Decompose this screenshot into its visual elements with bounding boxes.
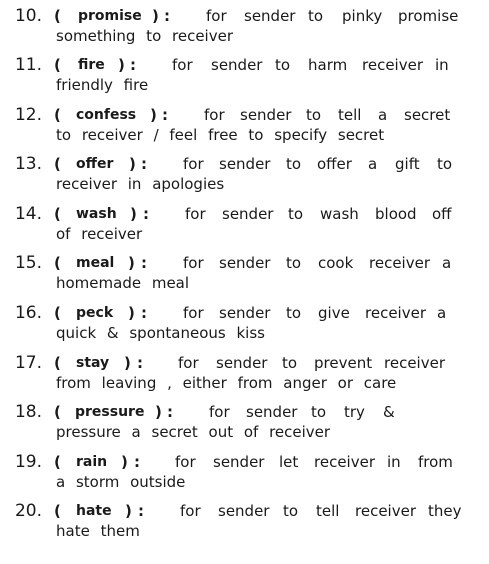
colon: : bbox=[164, 7, 170, 25]
item-number: 16. bbox=[14, 303, 42, 323]
item-keyword: pressure bbox=[75, 404, 145, 420]
open-paren: ( bbox=[54, 155, 61, 173]
close-paren: ) bbox=[155, 403, 162, 421]
item-keyword: confess bbox=[76, 107, 137, 123]
open-paren: ( bbox=[54, 354, 61, 372]
item-number: 17. bbox=[14, 353, 42, 373]
colon: : bbox=[141, 304, 147, 322]
colon: : bbox=[138, 502, 144, 520]
open-paren: ( bbox=[54, 56, 61, 74]
item-number: 19. bbox=[14, 452, 42, 472]
colon: : bbox=[141, 155, 147, 173]
colon: : bbox=[141, 254, 147, 272]
item-number: 11. bbox=[14, 55, 42, 75]
open-paren: ( bbox=[54, 304, 61, 322]
open-paren: ( bbox=[54, 205, 61, 223]
item-description-line2: a storm outside bbox=[56, 473, 186, 491]
item-number: 12. bbox=[14, 105, 42, 125]
colon: : bbox=[162, 106, 168, 124]
close-paren: ) bbox=[128, 304, 135, 322]
open-paren: ( bbox=[54, 453, 61, 471]
item-keyword: offer bbox=[76, 156, 114, 172]
item-description-line2: quick & spontaneous kiss bbox=[56, 324, 265, 342]
close-paren: ) bbox=[118, 56, 125, 74]
item-description-line2: pressure a secret out of receiver bbox=[56, 423, 331, 441]
item-description-line2: friendly fire bbox=[56, 76, 149, 94]
close-paren: ) bbox=[152, 7, 159, 25]
item-keyword: rain bbox=[76, 454, 108, 470]
colon: : bbox=[143, 205, 149, 223]
item-number: 13. bbox=[14, 154, 42, 174]
item-number: 10. bbox=[14, 6, 42, 26]
colon: : bbox=[130, 56, 136, 74]
document-page: 10. ( promise ) : for sender to pinky promise something to receiver 11. ( fire ) : for sender to harm receiver in friendly fire 12. ( confess ) : for sender to tell a secret to receiver / feel free to specify secret 13. ( offer ) : for sender to offer a gift to receiver in apologies 14. ( wash ) : for sender to wash blood off of receiver 15. ( meal ) : for sender to cook receiver a homemade meal 16. ( peck ) : for sender to give receiver a quick & spontaneous kiss 17. ( stay ) : for sender to prevent receiver from leaving , either from anger or care 18. ( pressure ) : for sender to try & pressure a secret out of receiver 19. ( rain ) : for sender let receiver in from a storm outside 20. ( hate ) : for sender to tell receiver they hate them bbox=[14, 6, 462, 540]
item-description-line2: something to receiver bbox=[56, 27, 233, 45]
item-description-line2: to receiver / feel free to specify secret bbox=[56, 126, 385, 144]
colon: : bbox=[167, 403, 173, 421]
close-paren: ) bbox=[125, 502, 132, 520]
open-paren: ( bbox=[54, 502, 61, 520]
item-keyword: wash bbox=[76, 206, 117, 222]
item-description-line2: hate them bbox=[56, 522, 140, 540]
item-keyword: stay bbox=[76, 355, 110, 371]
item-keyword: meal bbox=[76, 255, 115, 271]
item-number: 18. bbox=[14, 402, 42, 422]
item-description-line2: homemade meal bbox=[56, 274, 190, 292]
close-paren: ) bbox=[129, 155, 136, 173]
colon: : bbox=[134, 453, 140, 471]
open-paren: ( bbox=[54, 403, 61, 421]
open-paren: ( bbox=[54, 7, 61, 25]
item-description-line2: of receiver bbox=[56, 225, 143, 243]
close-paren: ) bbox=[130, 205, 137, 223]
item-number: 15. bbox=[14, 253, 42, 273]
close-paren: ) bbox=[128, 254, 135, 272]
item-number: 20. bbox=[14, 501, 42, 521]
item-keyword: peck bbox=[76, 305, 114, 321]
open-paren: ( bbox=[54, 106, 61, 124]
colon: : bbox=[137, 354, 143, 372]
open-paren: ( bbox=[54, 254, 61, 272]
close-paren: ) bbox=[121, 453, 128, 471]
item-keyword: promise bbox=[78, 8, 142, 24]
item-description-line2: from leaving , either from anger or care bbox=[56, 374, 397, 392]
close-paren: ) bbox=[150, 106, 157, 124]
item-keyword: fire bbox=[78, 57, 105, 73]
item-description-line2: receiver in apologies bbox=[56, 175, 225, 193]
item-number: 14. bbox=[14, 204, 42, 224]
item-keyword: hate bbox=[76, 503, 112, 519]
close-paren: ) bbox=[124, 354, 131, 372]
